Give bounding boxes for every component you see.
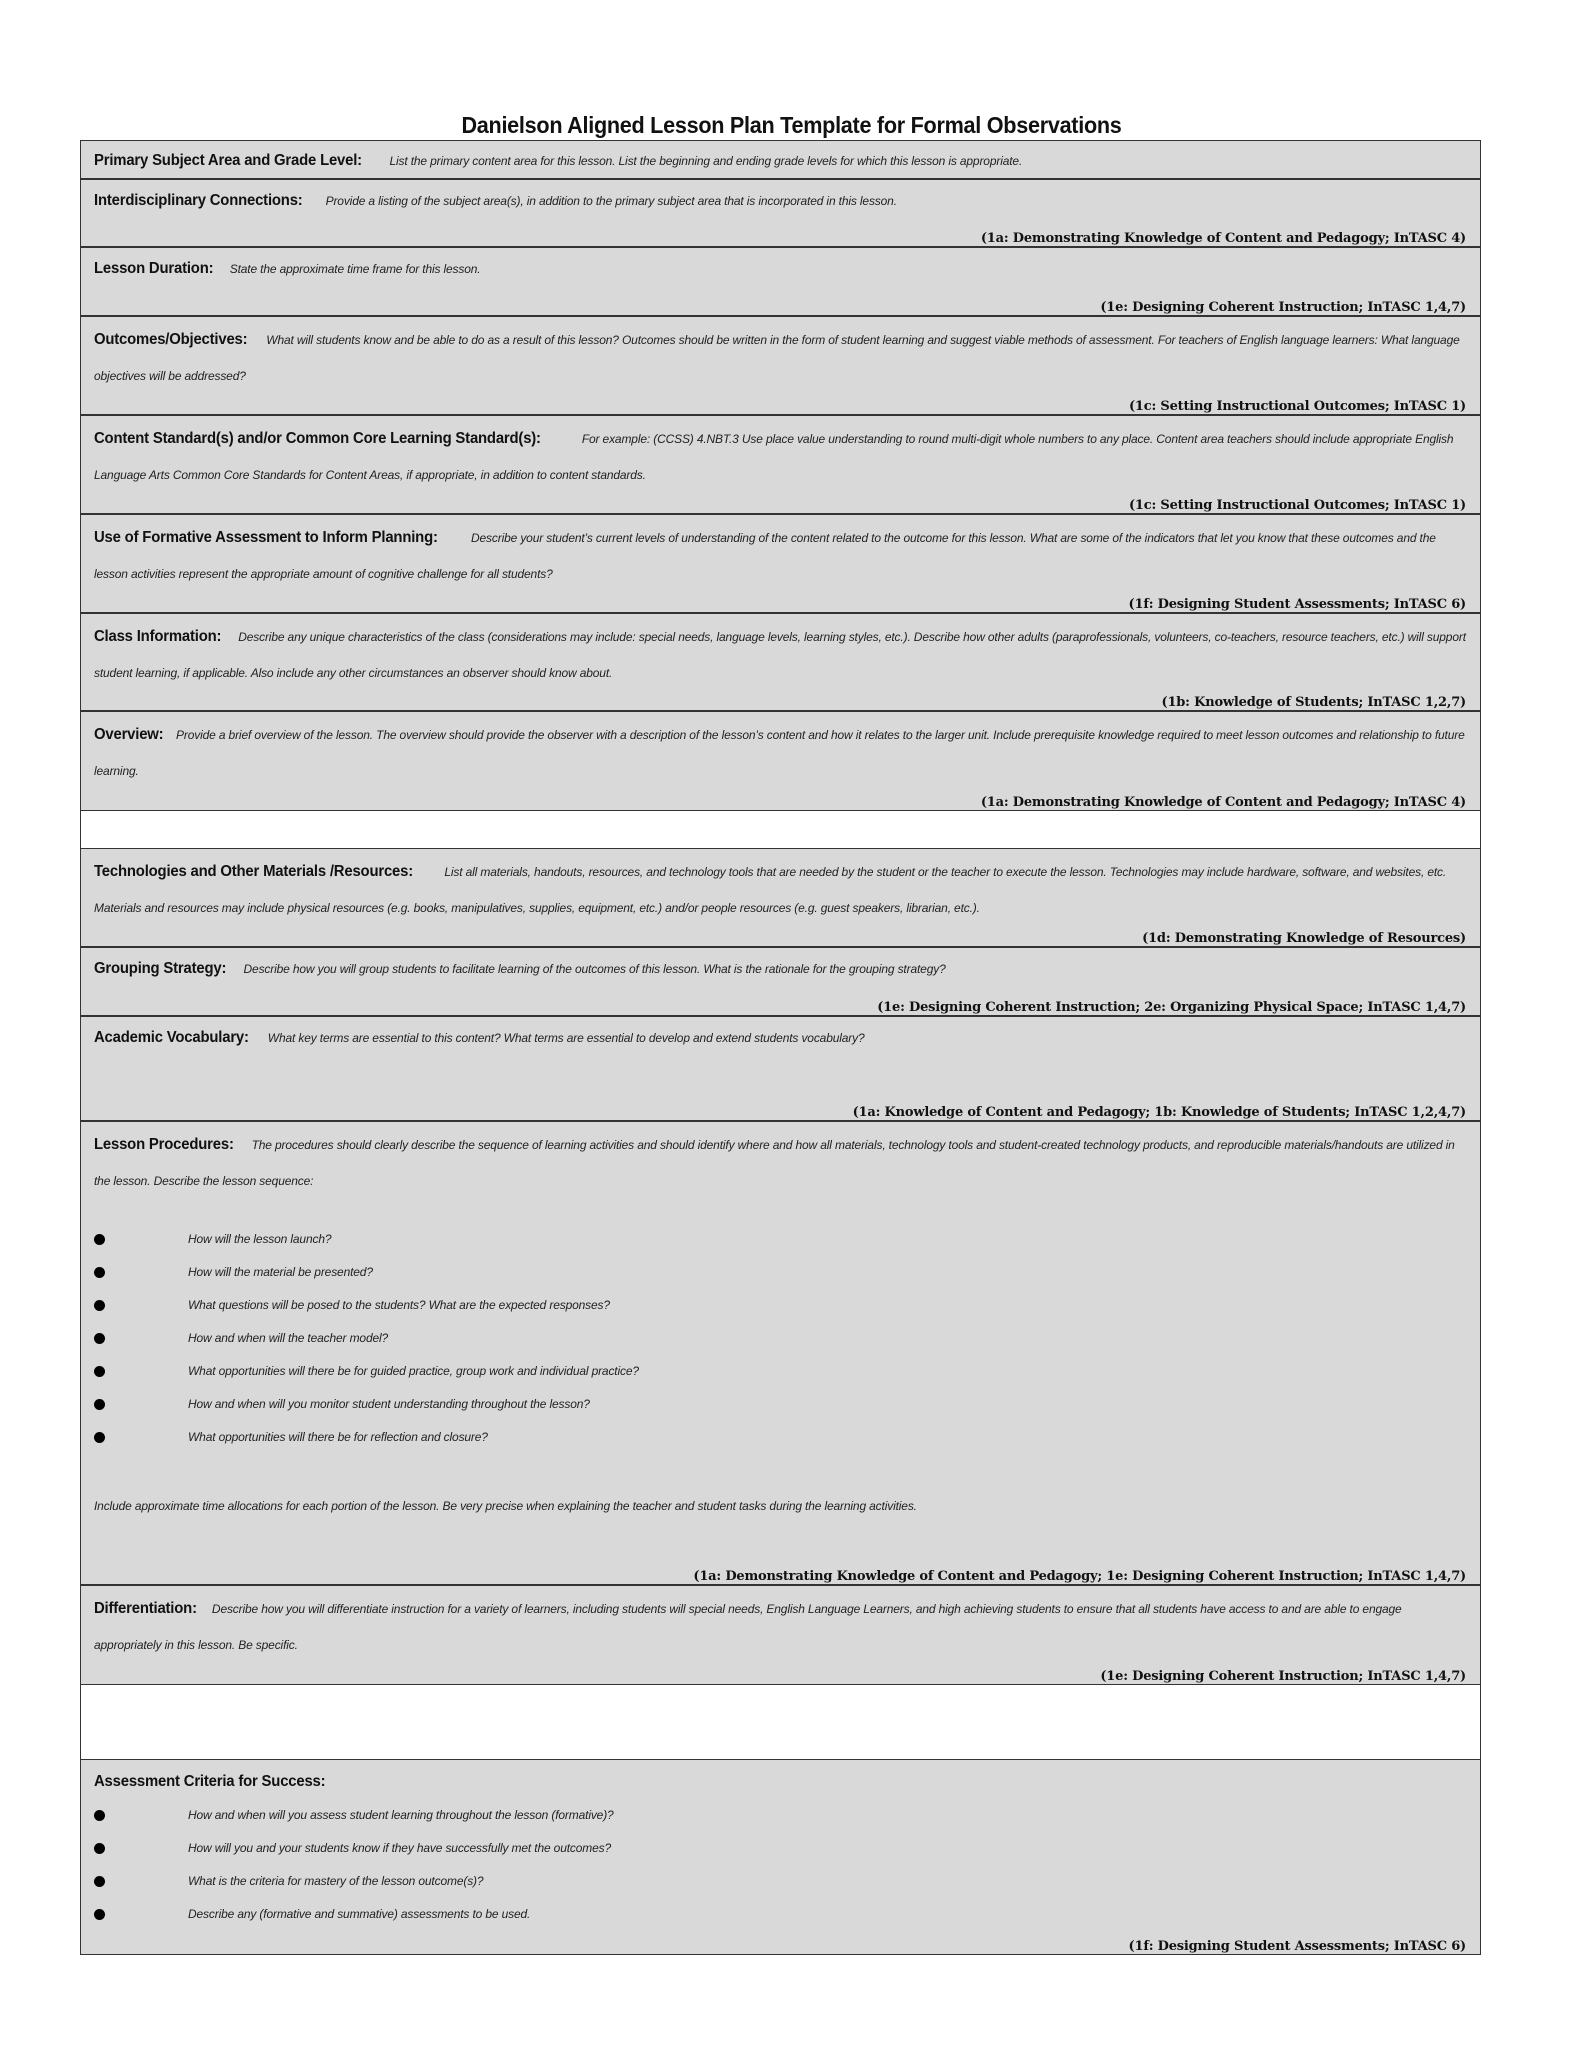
section-description: Describe any unique characteristics of the class (considerations may include: special needs, language levels, learning styles, etc.). Describe how other adults (paraprofessionals, volunteers, co-teachers, resource teachers, etc.) will support student learning, if applicable. Also include any other circumstances an observer should know about. — [94, 630, 1466, 680]
standard-reference: (1b: Knowledge of Students; InTASC 1,2,7) — [1161, 695, 1466, 710]
bullet-icon — [94, 1399, 105, 1410]
section-label: Grouping Strategy: — [94, 960, 227, 977]
bullet-icon — [94, 1432, 105, 1443]
section-vocabulary[interactable] — [81, 1017, 1480, 1122]
section-description: For example: (CCSS) 4.NBT.3 Use place value understanding to round multi-digit whole numbers to any place. Content area teachers should include appropriate English Language Arts Common Core Standards for Content Areas, if appropriate, in addition to content standards. — [94, 432, 1454, 482]
section-label: Use of Formative Assessment to Inform Planning: — [94, 529, 438, 546]
page-title: Danielson Aligned Lesson Plan Template for Formal Observations — [461, 112, 1122, 138]
standard-reference: (1c: Setting Instructional Outcomes; InTASC 1) — [1128, 498, 1466, 513]
section-label: Class Information: — [94, 628, 222, 645]
section-differentiation[interactable] — [81, 1586, 1480, 1685]
section-description: List all materials, handouts, resources, and technology tools that are needed by the student or the teacher to execute the lesson. Technologies may include hardware, software, and websites, etc. Materials and resources may include physical resources (e.g. books, manipulatives, supplies, equipment, etc.) and/or people resources (e.g. guest speakers, librarian, etc.). — [94, 865, 1447, 915]
bullet-icon — [94, 1234, 105, 1245]
standard-reference: (1a: Demonstrating Knowledge of Content and Pedagogy; InTASC 4) — [980, 795, 1466, 810]
section-description: State the approximate time frame for this lesson. — [229, 262, 481, 276]
section-content-standards[interactable] — [81, 416, 1480, 515]
blank-row — [81, 1685, 1480, 1760]
standard-reference: (1c: Setting Instructional Outcomes; InTASC 1) — [1128, 399, 1466, 414]
section-assessment-criteria[interactable]: Assessment Criteria for Success: How and when will you assess student learning throughout the lesson (formative)? How will you and your students know if they have successfully met the outcomes? What is the criteria for mastery of the lesson outcome(s)? Describe any (formative and summative) assessments to be used. (1f: Designing Student Assessments; InTASC 6) — [81, 1760, 1480, 1954]
section-label: Lesson Procedures: — [94, 1136, 234, 1153]
section-subject[interactable] — [81, 141, 1480, 180]
section-grouping[interactable] — [81, 948, 1480, 1017]
bullet-icon — [94, 1843, 105, 1854]
bullet-icon — [94, 1810, 105, 1821]
section-technologies[interactable] — [81, 849, 1480, 948]
bullet-icon — [94, 1366, 105, 1377]
standard-reference: (1a: Demonstrating Knowledge of Content and Pedagogy; InTASC 4) — [980, 231, 1466, 246]
section-description: Describe how you will group students to facilitate learning of the outcomes of this lesson. What is the rationale for the grouping strategy? — [243, 962, 946, 976]
standard-reference: (1d: Demonstrating Knowledge of Resources) — [1142, 931, 1466, 946]
section-label: Outcomes/Objectives: — [94, 331, 248, 348]
section-overview[interactable] — [81, 712, 1480, 811]
section-description: Provide a listing of the subject area(s), in addition to the primary subject area that is incorporated in this lesson. — [325, 194, 897, 208]
bullet-icon — [94, 1876, 105, 1887]
section-label: Assessment Criteria for Success: — [94, 1773, 326, 1790]
standard-reference: (1a: Knowledge of Content and Pedagogy; 1b: Knowledge of Students; InTASC 1,2,4,7) — [852, 1105, 1466, 1120]
bullet-icon — [94, 1267, 105, 1278]
standard-reference: (1f: Designing Student Assessments; InTASC 6) — [1128, 1939, 1466, 1954]
section-label: Academic Vocabulary: — [94, 1029, 249, 1046]
section-description: What will students know and be able to do as a result of this lesson? Outcomes should be written in the form of student learning and suggest viable methods of assessment. For teachers of English language learners: What language objectives will be addressed? — [94, 333, 1460, 383]
section-description: Provide a brief overview of the lesson. The overview should provide the observer with a description of the lesson’s content and how it relates to the larger unit. Include prerequisite knowledge required to meet lesson outcomes and relationship to future learning. — [94, 728, 1465, 778]
standard-reference: (1a: Demonstrating Knowledge of Content and Pedagogy; 1e: Designing Coherent Instruction; InTASC 1,4,7) — [693, 1569, 1466, 1584]
section-description: List the primary content area for this lesson. List the beginning and ending grade levels for which this lesson is appropriate. — [389, 154, 1023, 168]
section-label: Interdisciplinary Connections: — [94, 192, 303, 209]
section-label: Content Standard(s) and/or Common Core Learning Standard(s): — [94, 430, 541, 447]
section-interdisciplinary[interactable] — [81, 180, 1480, 248]
section-label: Primary Subject Area and Grade Level: — [94, 152, 362, 169]
section-label: Technologies and Other Materials /Resources: — [94, 863, 413, 880]
standard-reference: (1e: Designing Coherent Instruction; InTASC 1,4,7) — [1100, 1669, 1466, 1684]
section-duration[interactable] — [81, 248, 1480, 317]
bullet-icon — [94, 1333, 105, 1344]
section-label: Lesson Duration: — [94, 260, 214, 277]
bullet-icon — [94, 1300, 105, 1311]
standard-reference: (1e: Designing Coherent Instruction; 2e: Organizing Physical Space; InTASC 1,4,7) — [877, 1000, 1466, 1015]
procedures-note: Include approximate time allocations for each portion of the lesson. Be very precise when explaining the teacher and student tasks during the learning activities. — [94, 1499, 917, 1513]
bullet-icon — [94, 1909, 105, 1920]
section-outcomes[interactable] — [81, 317, 1480, 416]
standard-reference: (1e: Designing Coherent Instruction; InTASC 1,4,7) — [1100, 300, 1466, 315]
section-description: The procedures should clearly describe the sequence of learning activities and should identify where and how all materials, technology tools and student-created technology products, and reproducible materials/handouts are utilized in the lesson. Describe the lesson sequence: — [94, 1138, 1455, 1188]
section-label: Differentiation: — [94, 1600, 197, 1617]
section-description: Describe how you will differentiate instruction for a variety of learners, including students will special needs, English Language Learners, and high achieving students to ensure that all students have access to and are able to engage appropriately in this lesson. Be specific. — [94, 1602, 1402, 1652]
section-description: Describe your student’s current levels of understanding of the content related to the outcome for this lesson. What are some of the indicators that let you know that these outcomes and the lesson activities represent the appropriate amount of cognitive challenge for all students? — [94, 531, 1436, 581]
section-lesson-procedures[interactable]: Lesson Procedures: The procedures should clearly describe the sequence of learning activities and should identify where and how all materials, technology tools and student-created technology products, and reproducible materials/handouts are utilized in the lesson. Describe the lesson sequence: How will the lesson launch? How will the material be presented? What questions will be posed to the students? What are the expected responses? How and when will the teacher model? What opportunities will there be for guided practice, group work and individual practice? How and when will you monitor student understanding throughout the lesson? What opportunities will there be for reflection and closure? Include approximate time allocations for each portion of the lesson. Be very precise when explaining the teacher and student tasks during the learning activities. (1a: Demonstrating Knowledge of Content and Pedagogy; 1e: Designing Coherent Instruction; InTASC 1,4,7) — [81, 1122, 1480, 1586]
lesson-plan-form — [80, 140, 1481, 1955]
blank-row — [81, 811, 1480, 849]
section-formative-assessment[interactable] — [81, 515, 1480, 614]
section-label: Overview: — [94, 726, 164, 743]
section-class-information[interactable] — [81, 614, 1480, 712]
section-description: What key terms are essential to this content? What terms are essential to develop and extend students vocabulary? — [267, 1031, 865, 1045]
standard-reference: (1f: Designing Student Assessments; InTASC 6) — [1128, 597, 1466, 612]
